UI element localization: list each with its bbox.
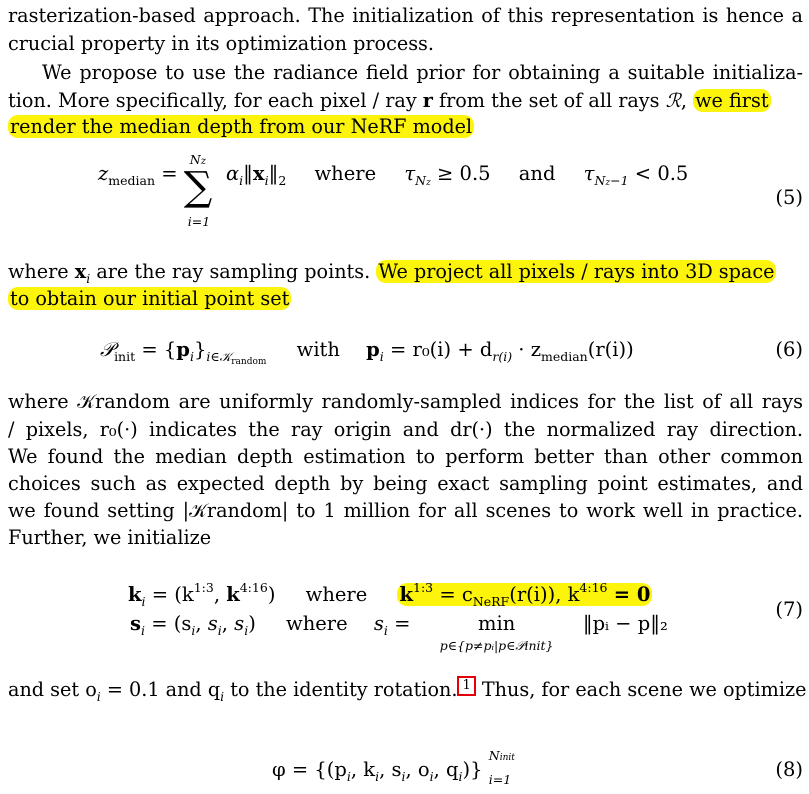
math-text: < 0.5: [634, 162, 689, 185]
equation-number: (8): [775, 758, 803, 781]
math-symbol: r: [422, 89, 433, 112]
equation-6: 𝒫$_{init}$ = $\{p_i\}_{i\in 𝒦random}$ with $p_i = r_0(i) + d_{r(i)} \cdot z_{median}(r(i))$: [100, 338, 634, 367]
math-text: = 0: [613, 583, 651, 606]
math-text: φ = {(p: [272, 758, 347, 781]
text-span: and set o: [8, 678, 97, 701]
math-subscript: i: [239, 173, 244, 188]
math-symbol: p: [176, 338, 190, 361]
equation-5: $z_{median}$ = Nz ∑ i=1 $\alpha_i‖x_i‖_2$ where $\tau_{Nz} \ge 0.5$ and $\tau_{Nz-1} < 0.5$: [98, 160, 688, 201]
math-subscript: p∈{p≠pᵢ|p∈𝒫init}: [439, 638, 554, 653]
math-text: )}: [462, 758, 483, 781]
math-symbol: τ: [404, 162, 416, 185]
highlight: we first: [695, 89, 769, 112]
text-span: = 0.1 and q: [100, 678, 221, 701]
text-span: from the set of all rays: [432, 89, 666, 112]
equation-number: (6): [775, 338, 803, 361]
math-superscript: init: [499, 753, 515, 763]
text-line: / pixels, r₀(·) indicates the ray origin and dr(·) the normalized ray direction.: [8, 418, 803, 441]
math-text: where: [305, 583, 368, 606]
math-text: (r(i)), k: [509, 583, 580, 606]
set-limits: [488, 748, 529, 787]
math-subscript: i=1: [187, 214, 211, 229]
math-symbol: z: [98, 162, 109, 185]
math-text: , s: [379, 758, 402, 781]
math-subscript: i: [189, 349, 194, 364]
text-span: to the identity rotation.: [224, 678, 458, 701]
math-subscript: z: [200, 156, 207, 167]
text-line: We found the median depth estimation to perform better than other common: [8, 445, 803, 468]
text-line: rasterization-based approach. The initialization of this representation is hence a: [8, 4, 803, 27]
math-symbol: τ: [583, 162, 595, 185]
math-text: ‖pᵢ − p‖₂: [582, 612, 668, 635]
math-symbol: 𝒫: [100, 338, 115, 361]
math-subscript: NeRF: [472, 594, 510, 609]
text-span: are the ray sampling points.: [90, 260, 371, 283]
math-symbol: ℛ: [665, 89, 681, 112]
math-superscript: 1:3: [193, 580, 214, 595]
footnote-link[interactable]: 1: [457, 676, 475, 696]
text-span: ,: [680, 89, 688, 112]
equation-7-row1: $k_i = (k^{1:3}$, $k^{4:16}$) where $k^{1:3} = c_{NeRF}(r(i))$, $k^{4:16} = 0$: [128, 580, 651, 609]
math-text: ≥ 0.5: [437, 162, 491, 185]
math-subscript: random: [231, 357, 267, 367]
text-line: and set $o_i = 0.1$ and $q_i$ to the identity rotation. 1 Thus, for each scene we optimize: [8, 678, 807, 704]
text-line: [8, 285, 803, 313]
equation-8: $\varphi = \{(p_i$, $k_i$, $s_i$, $o_i$, $q_i$)} Ninit i=1: [272, 756, 529, 791]
text-line: crucial property in its optimization process.: [8, 32, 435, 55]
math-superscript: 4:16: [239, 580, 268, 595]
math-text: = (k: [151, 583, 194, 606]
math-text: · z: [512, 338, 541, 361]
math-text: , q: [433, 758, 459, 781]
text-line: choices such as expected depth by being exact sampling point estimates, and: [8, 472, 803, 495]
math-symbol: x: [74, 260, 87, 283]
math-text: (r(i)): [587, 338, 634, 361]
math-subscript: r(i): [492, 349, 513, 364]
math-text: , k: [350, 758, 376, 781]
text-line: We propose to use the radiance field prior for obtaining a suitable initializa-: [42, 61, 803, 84]
text-span: where: [8, 260, 75, 283]
math-text: }: [193, 338, 207, 361]
math-subscript: i=1: [488, 772, 512, 787]
min-operator: [417, 610, 577, 653]
equation-number: (5): [775, 186, 803, 209]
text-span: Thus, for each scene we optimize: [475, 678, 807, 701]
summation: Nz ∑ i=1: [184, 170, 220, 201]
math-symbol: s: [130, 612, 141, 635]
math-text: = (s: [151, 612, 192, 635]
text-line: [8, 113, 803, 141]
math-subscript: init: [114, 349, 136, 364]
highlight: We project all pixels / rays into 3D space: [378, 260, 775, 283]
math-symbol: k: [128, 583, 142, 606]
math-text: = c: [439, 583, 473, 606]
equation-number: (7): [775, 598, 803, 621]
text-line: where 𝒦random are uniformly randomly-sampled indices for the list of all rays: [8, 390, 803, 413]
text-line: Further, we initialize: [8, 526, 212, 549]
math-text: where: [314, 162, 377, 185]
math-text: = r₀(i) + d: [390, 338, 493, 361]
math-superscript: N: [488, 748, 500, 763]
math-text: = {: [135, 338, 177, 361]
math-subscript: median: [540, 349, 588, 364]
math-symbol: N: [189, 152, 201, 167]
highlight: $k^{1:3} = c_{NeRF}(r(i))$, $k^{4:16} = 0$: [399, 580, 651, 609]
math-text: , o: [405, 758, 430, 781]
math-subscript: median: [108, 173, 156, 188]
math-symbol: x: [252, 162, 265, 185]
math-text: min: [477, 612, 516, 635]
math-subscript: 2: [278, 173, 287, 188]
text-line: we found setting |𝒦random| to 1 million for all scenes to work well in practice.: [8, 499, 803, 522]
math-subscript: i∈𝒦: [206, 349, 232, 364]
equation-7-row2: $s_i = (s_i$, $s_i$, $s_i$) where $s_i = \min$ p∈{p≠pᵢ|p∈𝒫init} ‖pᵢ − p‖₂: [130, 610, 668, 645]
highlight: to obtain our initial point set: [10, 287, 290, 310]
math-text: with: [296, 338, 340, 361]
text-line: [8, 87, 803, 115]
text-span: tion. More specifically, for each pixel / ray: [8, 89, 423, 112]
math-symbol: α: [226, 162, 240, 185]
highlight: render the median depth from our NeRF model: [10, 115, 473, 138]
math-text: and: [518, 162, 556, 185]
math-subscript: i: [86, 271, 91, 286]
